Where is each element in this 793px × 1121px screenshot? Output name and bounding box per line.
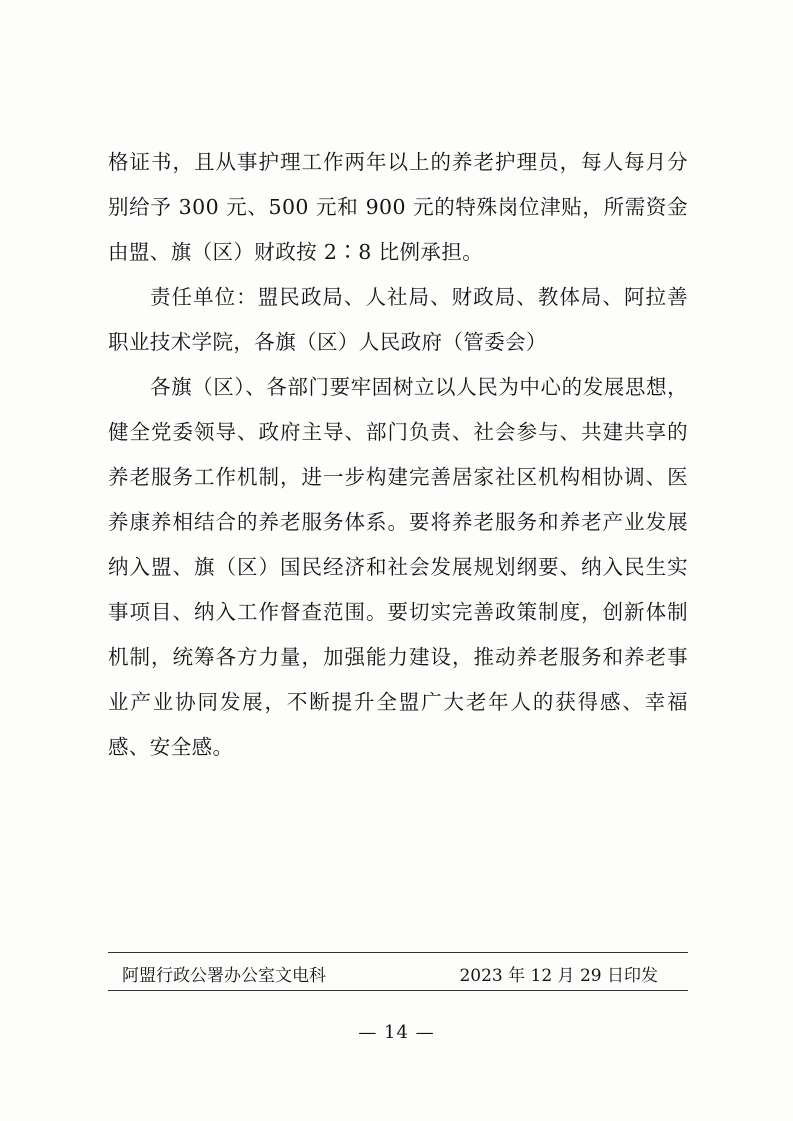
page-footer — [108, 956, 688, 990]
footer-top-divider — [108, 952, 688, 953]
paragraph-1: 格证书，且从事护理工作两年以上的养老护理员，每人每月分别给予 300 元、500 元和 900 元的特殊岗位津贴，所需资金由盟、旗（区）财政按 2∶8 比例承担。 — [108, 150, 688, 264]
paragraph-responsible-units: 责任单位：盟民政局、人社局、财政局、教体局、阿拉善职业技术学院，各旗（区）人民政府（管委会） — [108, 285, 688, 354]
page-number: — 14 — — [358, 1022, 435, 1043]
footer-bottom-divider — [108, 990, 688, 991]
footer-print-date: 2023 年 12 月 29 日印发 — [459, 965, 658, 986]
paragraph-3: 各旗（区）、各部门要牢固树立以人民为中心的发展思想，健全党委领导、政府主导、部门负责、社会参与、共建共享的养老服务工作机制，进一步构建完善居家社区机构相协调、医养康养相结合的养老服务体系。要将养老服务和养老产业发展纳入盟、旗（区）国民经济和社会发展规划纲要、纳入民生实事项目、纳入工作督查范围。要切实完善政策制度，创新体制机制，统筹各方力量，加强能力建设，推动养老服务和养老事业产业协同发展，不断提升全盟广大老年人的获得感、幸福感、安全感。 — [108, 375, 688, 759]
document-body — [108, 140, 688, 770]
footer-issuer: 阿盟行政公署办公室文电科 — [122, 965, 326, 986]
